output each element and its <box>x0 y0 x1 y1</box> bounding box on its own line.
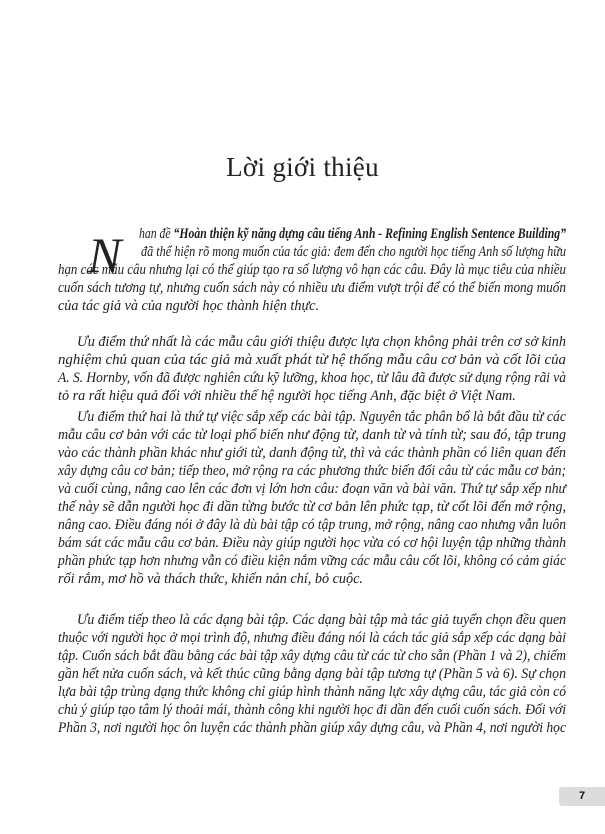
line-text: tỏ ra rất hiệu quả đối với nhiều thế hệ người học tiếng Anh, đặc biệt ở Việt Nam. <box>58 388 516 404</box>
text-line <box>58 648 566 664</box>
line-text: mẫu câu cơ bản với các từ loại phổ biến như động từ, danh từ và tính từ; sau đó, tập trung <box>58 427 566 443</box>
line-text: bám sát các mẫu câu cơ bản. Điều này giúp người học vừa có cơ hội luyện tập những thành <box>58 535 566 551</box>
line-text: thuộc với người học ở mọi trình độ, nhưng điều đáng nói là cách tác giả sắp xếp các dạng bài <box>58 630 566 646</box>
text-line <box>141 244 566 260</box>
text-line <box>58 352 566 368</box>
text-line <box>58 388 516 404</box>
text-line <box>58 553 566 569</box>
text-line <box>58 517 566 533</box>
text-line <box>58 666 566 682</box>
line-text: xây dựng câu cơ bản; tiếp theo, mở rộng ra các phương thức biến đổi câu từ các mẫu cơ bản; <box>58 463 566 479</box>
text-line <box>58 370 566 386</box>
line-text: đã thể hiện rõ mong muốn của tác giả: đem đến cho người học tiếng Anh số lượng hữu <box>141 244 566 260</box>
text-line <box>58 298 319 314</box>
text-line <box>58 684 566 700</box>
line-text: phần phức tạp hơn nhưng vẫn có điều kiện nắm vững các mẫu câu cốt lõi, không có cảm giác <box>58 553 566 569</box>
text-line <box>77 612 566 628</box>
line-text: rối rắm, mơ hồ và thách thức, khiến nản chí, bỏ cuộc. <box>58 571 363 587</box>
line-text: thế này sẽ dẫn người học đi dần từng bước từ cơ bản lên phức tạp, từ cốt lõi đến mở rộng, <box>58 499 566 515</box>
line-text: Phần 3, nơi người học ôn luyện các thành phần giúp xây dựng câu, và Phần 4, nơi người học <box>58 720 566 736</box>
line-text: chủ ý giúp tạo tâm lý thoải mái, thành công khi người học đi dần đến cuối cuốn sách. Đối với <box>58 702 566 718</box>
line-text: gần hết nửa cuốn sách, và kết thúc cũng bằng dạng bài tập tương tự (Phần 5 và 6). Sự chọn <box>58 666 566 682</box>
text-line <box>58 499 566 515</box>
line-text: Ưu điểm tiếp theo là các dạng bài tập. Các dạng bài tập mà tác giả tuyển chọn đều quen <box>77 612 566 628</box>
text-line <box>58 702 566 718</box>
line-text: và cuối cùng, nâng cao lên các đơn vị lớn hơn câu: đoạn văn và bài văn. Thứ tự sắp xếp như <box>58 481 566 497</box>
line-text: nghiệm chủ quan của tác giả mà xuất phát từ hệ thống mẫu câu cơ bản và cốt lõi của <box>58 352 566 368</box>
drop-cap: N <box>88 227 122 283</box>
text-line <box>58 630 566 646</box>
text-line <box>58 571 363 587</box>
text-line <box>58 262 566 278</box>
book-title-text: “Hoàn thiện kỹ năng dựng câu tiếng Anh - Refining English Sentence Building” <box>173 226 567 242</box>
line-text: nâng cao. Điều đáng nói ở đây là dù bài tập có tập trung, mở rộng, nâng cao nhưng vẫn luôn <box>58 517 566 533</box>
line-text: lựa bài tập trùng dạng thức không chỉ giúp hình thành năng lực xây dựng câu, tác giả còn có <box>58 684 566 700</box>
text-line <box>58 427 566 443</box>
text-line <box>58 280 566 296</box>
page-number-tab <box>559 787 605 806</box>
text-line <box>58 463 566 479</box>
line-text: Ưu điểm thứ nhất là các mẫu câu giới thiệu được lựa chọn không phải trên cơ sở kinh <box>77 334 566 350</box>
line-text: han đề <box>139 226 174 242</box>
line-text: cuốn sách tương tự, nhưng cuốn sách này có nhiều ưu điểm vượt trội để có thể biến mong muốn <box>58 280 566 296</box>
line-text: của tác giả và của người học thành hiện thực. <box>58 298 320 314</box>
line-text: vào các thành phần khác như giới từ, danh động từ, thì và các thành phần có liên quan đến <box>58 445 566 461</box>
text-line <box>58 445 566 461</box>
text-line <box>58 481 566 497</box>
text-line <box>58 535 566 551</box>
text-line <box>77 409 566 425</box>
line-text: A. S. Hornby, vốn đã được nghiên cứu kỹ lưỡng, khoa học, từ lâu đã được sử dụng rộng rãi và <box>58 370 566 386</box>
line-text: Ưu điểm thứ hai là thứ tự việc sắp xếp các bài tập. Nguyên tắc phân bổ là bắt đầu từ các <box>77 409 566 425</box>
text-line <box>77 334 566 350</box>
line-text: tập. Cuốn sách bắt đầu bằng các bài tập xây dựng câu từ các từ cho sẵn (Phần 1 và 2), chiếm <box>58 648 566 664</box>
text-line <box>58 720 566 736</box>
line-text: hạn các mẫu câu nhưng lại có thể giúp tạo ra số lượng vô hạn các câu. Đây là mục tiêu của nhiều <box>58 262 566 278</box>
page-number: 7 <box>578 790 586 802</box>
text-line <box>139 226 566 242</box>
page-title: Lời giới thiệu <box>226 152 379 182</box>
